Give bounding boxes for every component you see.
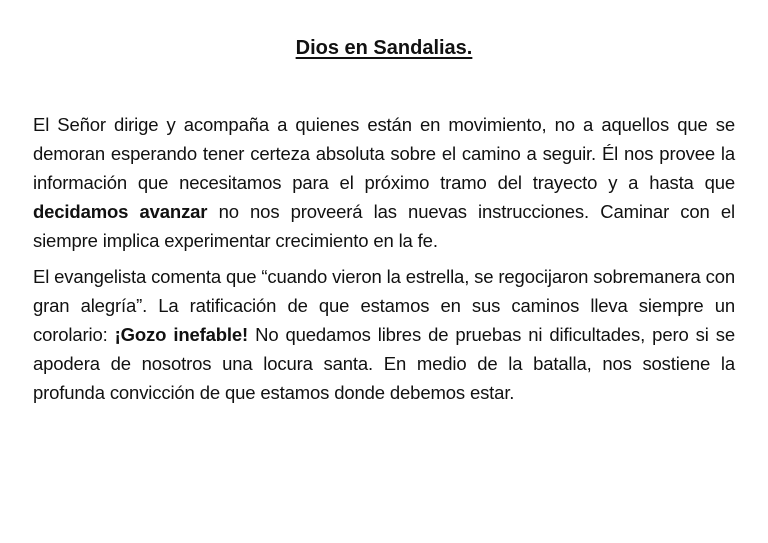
paragraph-2-bold-phrase: ¡Gozo inefable! [114,324,249,345]
paragraph-1-bold-phrase: decidamos avanzar [33,201,208,222]
page-title: Dios en Sandalias. [295,37,473,59]
paragraph-1-text-start: El Señor dirige y acompaña a quienes están en movimiento, no a aquellos que se demoran esperando tener certeza absoluta sobre el camino a seguir. Él nos provee la información que necesitamos para el próximo tramo del trayecto y a hasta que [33,114,735,193]
paragraph-2 [33,262,735,407]
paragraph-1-text-end: no nos proveerá las nuevas instrucciones. Caminar con el siempre implica experimentar crecimiento en la fe. [33,201,735,251]
paragraph-2-text-start: El evangelista comenta que “cuando vieron la estrella, se regocijaron sobremanera con gran alegría”. La ratificación de que estamos en sus caminos lleva siempre un corolario: [33,266,735,345]
paragraph-1 [33,110,735,255]
paragraph-2-text-end: No quedamos libres de pruebas ni dificultades, pero si se apodera de nosotros una locura santa. En medio de la batalla, nos sostiene la profunda convicción de que estamos donde debemos estar. [33,324,735,403]
